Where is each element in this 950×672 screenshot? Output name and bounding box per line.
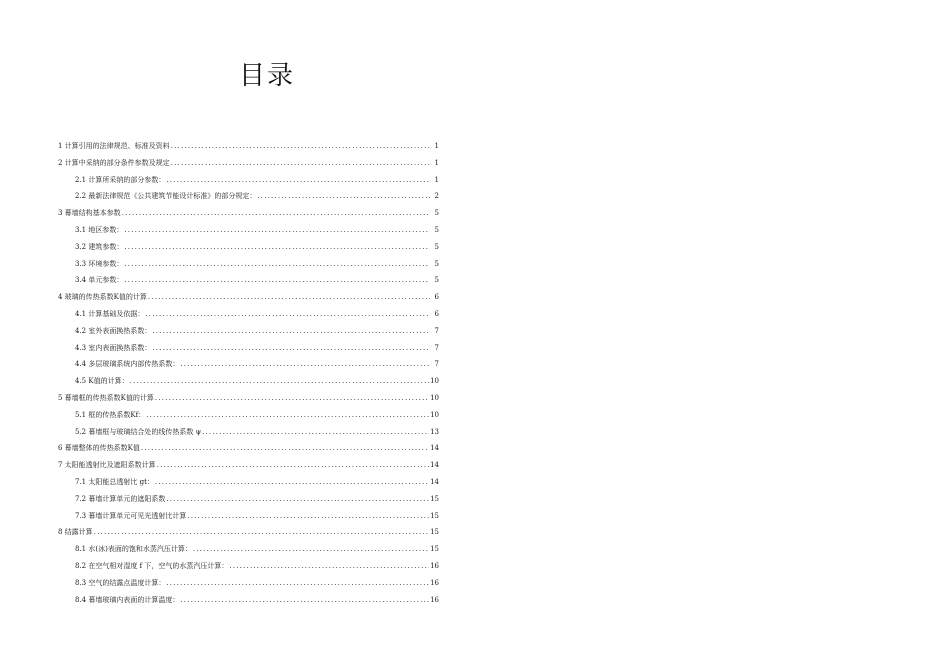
toc-subsection-entry[interactable]: [58, 256, 439, 273]
toc-dot-leader: [148, 289, 430, 306]
toc-dot-leader: [124, 272, 430, 289]
toc-entry-label: 2.1 计算所采纳的部分参数：: [75, 175, 166, 184]
toc-page-number: 14: [430, 461, 439, 470]
toc-entry-label: 3.4 单元参数：: [75, 276, 124, 285]
toc-subsection-entry[interactable]: [58, 356, 439, 373]
toc-section-entry[interactable]: [58, 289, 439, 306]
toc-dot-leader: [180, 592, 429, 609]
toc-section-entry[interactable]: [58, 155, 439, 172]
toc-page-number: 2: [434, 192, 439, 201]
toc-page-number: 5: [434, 242, 439, 251]
toc-page-number: 16: [430, 595, 439, 604]
toc-entry-label: 4.4 多层玻璃系统内部传热系数：: [75, 360, 180, 369]
toc-page-number: 13: [430, 427, 439, 436]
toc-dot-leader: [166, 575, 429, 592]
toc-dot-leader: [124, 222, 430, 239]
toc-page-number: 7: [434, 343, 439, 352]
toc-entry-label: 5.2 幕墙框与玻璃结合处的线传热系数 ψ: [75, 427, 202, 436]
toc-page-number: 10: [430, 393, 439, 402]
toc-subsection-entry[interactable]: [58, 188, 439, 205]
toc-dot-leader: [146, 407, 429, 424]
toc-page-number: 7: [434, 326, 439, 335]
toc-subsection-entry[interactable]: [58, 424, 439, 441]
page-title: 目录: [239, 61, 296, 91]
toc-page-number: 1: [434, 175, 439, 184]
toc-page-number: 15: [430, 545, 439, 554]
toc-entry-label: 8.1 水(冰)表面的饱和水蒸汽压计算：: [75, 545, 192, 554]
toc-subsection-entry[interactable]: [58, 508, 439, 525]
toc-page-number: 1: [434, 142, 439, 150]
toc-subsection-entry[interactable]: [58, 407, 439, 424]
toc-page-number: 10: [430, 410, 439, 419]
toc-page-number: 16: [430, 578, 439, 587]
toc-entry-label: 3.1 地区参数：: [75, 225, 124, 234]
toc-entry-label: 1 计算引用的法律规范、标准及资料: [58, 142, 170, 150]
toc-dot-leader: [257, 188, 430, 205]
toc-page-number: 15: [430, 494, 439, 503]
toc-page-number: 7: [434, 360, 439, 369]
toc-dot-leader: [180, 356, 430, 373]
toc-page-number: 5: [434, 276, 439, 285]
toc-page-number: 5: [434, 225, 439, 234]
toc-entry-label: 7 太阳能透射比及遮阳系数计算: [58, 461, 156, 470]
toc-subsection-entry[interactable]: [58, 558, 439, 575]
toc-entry-label: 4.5 K值的计算：: [75, 377, 129, 386]
toc-page-number: 6: [434, 309, 439, 318]
toc-dot-leader: [166, 491, 429, 508]
toc-entry-label: 4.1 计算基础及依据：: [75, 309, 145, 318]
toc-page-number: 1: [434, 158, 439, 167]
toc-section-entry[interactable]: [58, 440, 439, 457]
toc-section-entry[interactable]: [58, 524, 439, 541]
toc-entry-label: 2 计算中采纳的部分条件参数及规定: [58, 158, 170, 167]
toc-dot-leader: [152, 340, 430, 357]
toc-entry-label: 8.3 空气的结露点温度计算：: [75, 578, 166, 587]
toc-entry-label: 8.2 在空气相对湿度 f 下，空气的水蒸汽压计算：: [75, 561, 229, 570]
toc-subsection-entry[interactable]: [58, 323, 439, 340]
toc-dot-leader: [155, 474, 429, 491]
toc-dot-leader: [130, 373, 429, 390]
toc-entry-label: 6 幕墙整体的传热系数K值: [58, 444, 140, 453]
toc-page-number: 5: [434, 259, 439, 268]
toc-entry-label: 3.2 建筑参数：: [75, 242, 124, 251]
table-of-contents: [58, 138, 439, 608]
toc-subsection-entry[interactable]: [58, 306, 439, 323]
toc-dot-leader: [152, 323, 430, 340]
toc-dot-leader: [155, 390, 429, 407]
toc-dot-leader: [193, 541, 429, 558]
toc-entry-label: 7.2 幕墙计算单元的遮阳系数: [75, 494, 166, 503]
toc-dot-leader: [124, 239, 430, 256]
toc-subsection-entry[interactable]: [58, 222, 439, 239]
toc-page-number: 15: [430, 511, 439, 520]
toc-dot-leader: [171, 155, 430, 172]
toc-dot-leader: [157, 457, 429, 474]
toc-dot-leader: [145, 306, 430, 323]
toc-entry-label: 7.3 幕墙计算单元可见光透射比计算: [75, 511, 187, 520]
toc-dot-leader: [187, 508, 429, 525]
toc-dot-leader: [202, 424, 429, 441]
toc-page-number: 16: [430, 561, 439, 570]
toc-entry-label: 4.2 室外表面换热系数：: [75, 326, 152, 335]
toc-subsection-entry[interactable]: [58, 172, 439, 189]
toc-entry-label: 4 玻璃的传热系数K值的计算: [58, 293, 147, 302]
toc-subsection-entry[interactable]: [58, 491, 439, 508]
toc-entry-label: 5 幕墙框的传热系数K值的计算: [58, 393, 154, 402]
toc-entry-label: 8 结露计算: [58, 528, 93, 537]
toc-page-number: 14: [430, 444, 439, 453]
toc-section-entry[interactable]: [58, 390, 439, 407]
toc-subsection-entry[interactable]: [58, 541, 439, 558]
toc-dot-leader: [124, 256, 430, 273]
toc-page-number: 14: [430, 477, 439, 486]
toc-subsection-entry[interactable]: [58, 373, 439, 390]
toc-page-number: 6: [434, 293, 439, 302]
toc-entry-label: 4.3 室内表面换热系数：: [75, 343, 152, 352]
toc-dot-leader: [229, 558, 429, 575]
toc-dot-leader: [141, 440, 429, 457]
toc-entry-label: 7.1 太阳能总透射比 gt：: [75, 477, 154, 486]
toc-entry-label: 5.1 框的传热系数Kf：: [75, 410, 146, 419]
toc-subsection-entry[interactable]: [58, 592, 439, 609]
toc-section-entry[interactable]: [58, 205, 439, 222]
toc-page-number: 10: [430, 377, 439, 386]
toc-section-entry[interactable]: [58, 457, 439, 474]
toc-dot-leader: [166, 172, 430, 189]
toc-section-entry[interactable]: [58, 138, 439, 155]
toc-entry-label: 2.2 最新法律规范《公共建筑节能设计标准》的部分规定：: [75, 192, 257, 201]
toc-entry-label: 8.4 幕墙玻璃内表面的计算温度：: [75, 595, 180, 604]
toc-subsection-entry[interactable]: [58, 272, 439, 289]
toc-page-number: 5: [434, 209, 439, 218]
toc-subsection-entry[interactable]: [58, 575, 439, 592]
toc-subsection-entry[interactable]: [58, 239, 439, 256]
toc-dot-leader: [94, 524, 429, 541]
toc-dot-leader: [171, 138, 430, 155]
toc-subsection-entry[interactable]: [58, 474, 439, 491]
toc-dot-leader: [122, 205, 430, 222]
toc-entry-label: 3.3 环境参数：: [75, 259, 124, 268]
toc-page-number: 15: [430, 528, 439, 537]
toc-entry-label: 3 幕墙结构基本参数: [58, 209, 121, 218]
toc-subsection-entry[interactable]: [58, 340, 439, 357]
